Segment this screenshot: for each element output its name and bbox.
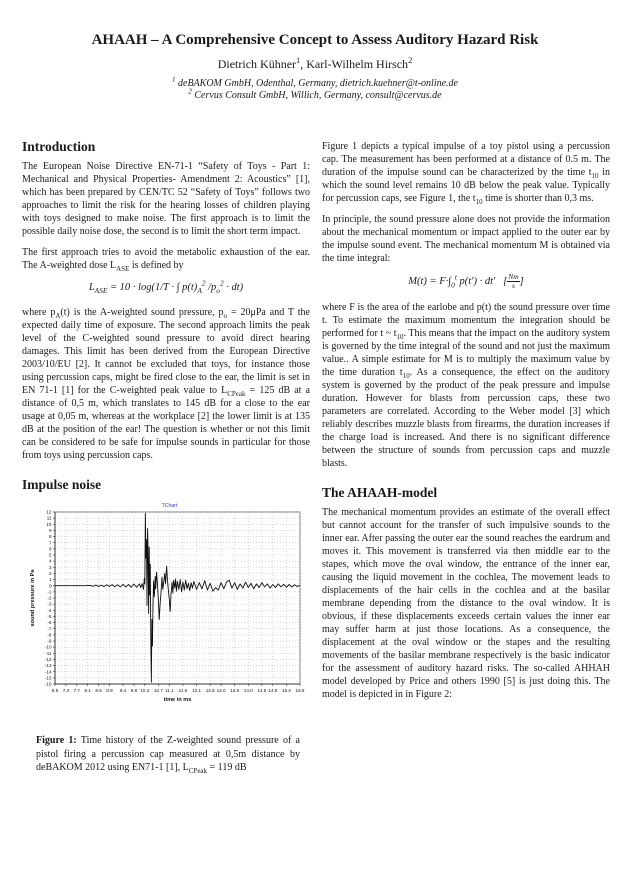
- figure1-chart: [27, 498, 305, 728]
- y-tick-label: 7: [48, 540, 52, 546]
- x-tick-label: 10.2: [140, 688, 150, 693]
- x-tick-label: 15.9: [295, 688, 305, 693]
- x-tick-label: 14.9: [268, 688, 278, 693]
- x-tick-label: 10.7: [153, 688, 163, 693]
- y-tick-label: 5: [48, 552, 52, 558]
- intro-paragraph-3: where $p_A(t)$ is the A-weighted sound pressure, $p_o = 20\mu Pa$ and T the expected daily time of exposure. The second approach limits the peak level of the C-weighted sound pressure to avoid direct hearing damages. This limit has been derived from the European Directive 2003/10/EU [2]. It cannot be excluded that toys, for instance those using percussion caps, might be fired close to the ear, the limit is set in EN 71-1 [1] for the C-weighted peak value to $L_{CPeak} = 125$ dB at a distance of 0,5 m, which translates to 145 dB for a close to the ear usage at 0,05 m, whereas at the workplace [2] the lower limit is at 135 dB at the position of the ear! The question is whether or not this limit can be considered to be safe for impulse sounds in particular for those from toys using percussion caps.: [22, 307, 310, 461]
- y-tick-label: 3: [48, 564, 52, 570]
- y-tick-label: -10: [44, 644, 52, 650]
- left-column: [22, 140, 310, 775]
- x-tick-label: 7.3: [62, 688, 70, 693]
- x-tick-label: 12.1: [192, 688, 202, 693]
- x-tick-label: 7.7: [73, 688, 80, 693]
- x-tick-label: 13.5: [230, 688, 240, 693]
- affiliation-1: $^1$ deBAKOM GmbH, Odenthal, Germany, dietrich.kuehner@t-online.de: [172, 75, 458, 89]
- y-tick-label: 2: [48, 571, 52, 577]
- figure-1: [22, 498, 310, 775]
- x-tick-label: 8.1: [84, 688, 91, 693]
- right-paragraph-3: where F is the area of the earlobe and p(t) the sound pressure over time t. To estimate the maximum momentum the integration should be performed for t ~ $t_{10}$. This means that the impact on the auditory system is governed by the time integral of the sound and not just the maximum value.. A simple estimate for M is to multiply the maximum value by the time duration $t_{10}$. As a consequence, the effect on the auditory system is governed by the product of the peak pressure and impulse duration. However for blasts from percussion caps, these two parameters are correlated. According to the Weber model [3] which reliably describes muzzle blasts from firearms, the duration increases if the charge load is increased. And there is no significant difference between the structure of sounds from percussion caps and muzzle blasts.: [322, 301, 611, 469]
- intro-paragraph-1: The European Noise Directive EN-71-1 “Safety of Toys - Part 1: Mechanical and Physical Properties- Amendment 2: Acoustics” [1], which has been prepared by CEN/TC 52 “Safety of Toys” follows two approaches to limit the risk for the hearing losses of children playing with toys designed to make noise. The first approach is to limit the possible daily noise dose, the second is to limit the short term impact.: [22, 161, 310, 237]
- formula-momentum: $M(t) = F\cdot\int_0^t$ p(t′) · dt′ [ $\frac{Nm}{s}$ ]: [408, 272, 524, 291]
- y-tick-label: 6: [48, 546, 52, 552]
- affiliation-2: $^2$ Cervus Consult GmbH, Willich, Germany, consult@cervus.de: [188, 87, 442, 101]
- figure1-caption: Figure 1: Time history of the Z-weighted sound pressure of a pistol firing a percussion cap measured at 0,5m distance by deBAKOM 2012 using EN71-1 [1], $L_{CPeak} = 119$ dB: [36, 735, 300, 775]
- intro-paragraph-2: The first approach tries to avoid the metabolic exhaustion of the ear. The A-weighted dose $L_{ASE}$ is defined by: [22, 247, 310, 273]
- x-tick-label: 14.0: [243, 688, 253, 693]
- x-tick-label: 14.5: [257, 688, 267, 693]
- right-paragraph-4: The mechanical momentum provides an estimate of the overall effect but cannot account for the transfer of such impulsive sounds to the inner ear. After passing the outer ear the sound reaches the eardrum and moves it. This movement is transferred via then middle ear to the stapes, which move the oval window, the entrance of the inner ear, causing the liquid movement in the cochlea, The movement leads to displacements of the hair cells in the cochlea and at the basilar membrane depending from the distance to the oval window. It is obvious, if these displacements exceeds certain values the inner ear may suffer harm at just those locations. As a consequence, the displacement at the oval window or the stapes and the resulting movements of the basilar membrane respectively is the basic indicator for the assessment of auditory hazard risks. The so-called AHHAH model developed by Price and others 1990 [5] is just doing this. The model is depicted in in Figure 2:: [322, 506, 610, 700]
- right-column: [322, 140, 610, 709]
- y-tick-label: -14: [44, 669, 52, 675]
- y-tick-label: 8: [48, 534, 52, 540]
- y-tick-label: -2: [47, 595, 52, 601]
- authors-line: Dietrich Kühner$^1$, Karl-Wilhelm Hirsch$^2$: [217, 56, 413, 71]
- y-tick-label: -3: [47, 601, 52, 607]
- right-paragraph-2: In principle, the sound pressure alone does not provide the information about the mechanical momentum or impact applied to the outer ear by the impulse sound event. The mechanical momentum M is obtained via the time integral:: [322, 214, 610, 264]
- x-tick-label: 8.5: [95, 688, 102, 693]
- heading-impulse-noise: Impulse noise: [22, 477, 102, 492]
- y-tick-label: -9: [47, 638, 52, 644]
- y-tick-label: -12: [44, 657, 52, 663]
- y-tick-label: -4: [47, 607, 52, 613]
- x-tick-label: 6.9: [51, 688, 59, 693]
- paper-header: [0, 32, 630, 102]
- y-tick-label: -7: [47, 626, 52, 632]
- y-tick-label: -5: [47, 614, 52, 620]
- y-tick-label: 4: [48, 558, 52, 564]
- y-tick-label: -11: [45, 650, 52, 656]
- x-axis-label: time in ms: [163, 697, 192, 703]
- y-tick-label: -6: [47, 620, 52, 626]
- x-tick-label: 9.4: [119, 688, 127, 693]
- x-tick-label: 15.4: [281, 688, 291, 693]
- chart-title: TChart: [161, 503, 178, 509]
- y-tick-label: 9: [48, 528, 52, 534]
- y-tick-label: 0: [48, 583, 52, 589]
- right-paragraph-1: Figure 1 depicts a typical impulse of a toy pistol using a percussion cap. The measurement has been performed at a distance of 0.5 m. The duration of the impulse sound can be characterized by the time $t_{10}$ in which the sound level remains 10 dB below the peak value. Typically for percussion caps, see Figure 1, the $t_{10}$ time is shorter than 0,3 ms.: [322, 141, 610, 206]
- heading-ahaah-model: The AHAAH-model: [322, 484, 438, 500]
- page-title: AHAAH – A Comprehensive Concept to Assess Auditory Hazard Risk: [91, 32, 539, 48]
- x-tick-label: 12.6: [205, 688, 215, 693]
- y-tick-label: 11: [46, 515, 52, 521]
- y-tick-label: -16: [44, 681, 52, 687]
- formula-lase: $L_{ASE} = 10 \cdot \log(1/T$ · ∫ $p(t)_A^2$ $/p_o^2 \cdot dt$): [88, 278, 244, 296]
- y-tick-label: -15: [44, 675, 52, 681]
- y-tick-label: -13: [44, 663, 52, 669]
- x-tick-label: 11.6: [178, 688, 188, 693]
- y-tick-label: -1: [47, 589, 52, 595]
- x-tick-label: 11.1: [165, 688, 174, 693]
- x-tick-label: 13.0: [216, 688, 226, 693]
- x-tick-label: 8.9: [106, 688, 113, 693]
- y-tick-label: 12: [46, 509, 52, 515]
- y-tick-label: 1: [48, 577, 52, 583]
- y-tick-label: 10: [46, 521, 52, 527]
- y-axis-label: sound pressure in Pa: [30, 569, 36, 627]
- figure1-chart-svg: [27, 498, 305, 724]
- heading-introduction: Introduction: [22, 139, 96, 154]
- x-tick-label: 9.8: [130, 688, 138, 693]
- y-tick-label: -8: [47, 632, 52, 638]
